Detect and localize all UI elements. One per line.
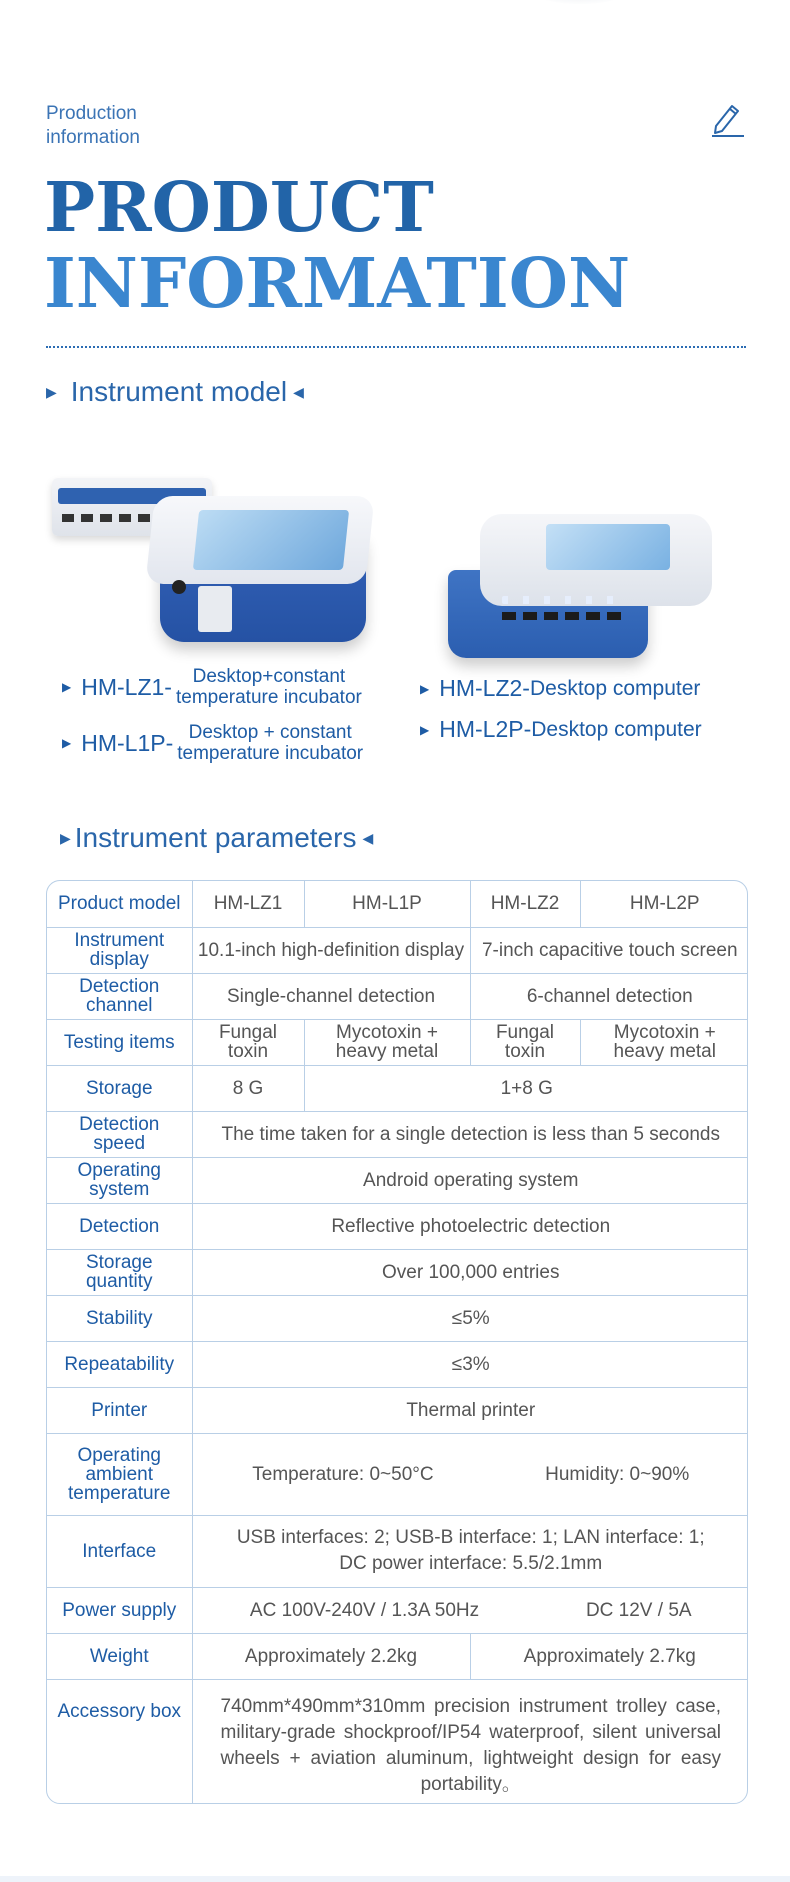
- cell: HM-LZ2: [470, 881, 580, 927]
- cell: [580, 1019, 748, 1065]
- model-desc-line2: temperature incubator: [177, 743, 364, 764]
- model-hm-lz2: [420, 675, 700, 702]
- row-label: Power supply: [47, 1587, 192, 1633]
- table-row: [47, 1515, 748, 1587]
- cell: [304, 1019, 470, 1065]
- cell: HM-L2P: [580, 881, 748, 927]
- table-row: [47, 1203, 748, 1249]
- table-row: [47, 1633, 748, 1679]
- cell-line: heavy metal: [613, 1041, 716, 1062]
- cell: Fungal toxin: [192, 1019, 304, 1065]
- device-lz1-printer: [198, 586, 232, 632]
- cell: Approximately 2.2kg: [192, 1633, 470, 1679]
- model-desc: [177, 722, 363, 764]
- row-label-line: ambient: [85, 1463, 154, 1485]
- row-label: Repeatability: [47, 1341, 192, 1387]
- table-row: [47, 1157, 748, 1203]
- page-title-line1: PRODUCT: [44, 168, 434, 248]
- cell: ≤5%: [192, 1295, 748, 1341]
- row-label-line: Operating: [77, 1160, 161, 1181]
- model-hm-l2p: [420, 716, 702, 743]
- table-row: [47, 1433, 748, 1515]
- row-label: Product model: [47, 881, 192, 927]
- row-label-line: system: [89, 1179, 150, 1200]
- pencil-icon: [710, 100, 746, 138]
- triangle-right-icon: ▶: [62, 680, 72, 694]
- instrument-parameters-heading-text: Instrument parameters: [74, 822, 357, 853]
- row-label: [47, 973, 192, 1019]
- section-label: [46, 102, 206, 150]
- table-row: [47, 1249, 748, 1295]
- cell: Thermal printer: [192, 1387, 748, 1433]
- ac-value: AC 100V-240V / 1.3A 50Hz: [249, 1599, 480, 1621]
- triangle-right-icon: ▶: [420, 722, 430, 737]
- cell-line: Mycotoxin +: [613, 1022, 716, 1043]
- table-row: [47, 1679, 748, 1804]
- section-label-line2: information: [46, 127, 140, 148]
- row-label: [47, 1433, 192, 1515]
- cell: 8 G: [192, 1065, 304, 1111]
- model-hm-l1p: [62, 722, 363, 764]
- table-row: [47, 973, 748, 1019]
- model-desc: [176, 666, 362, 708]
- dotted-divider: [46, 346, 746, 348]
- row-label-line: quantity: [85, 1271, 153, 1292]
- row-label: Accessory box: [47, 1679, 192, 1804]
- section-label-line1: Production: [46, 103, 137, 124]
- cell: Approximately 2.7kg: [470, 1633, 748, 1679]
- table-row: [47, 1295, 748, 1341]
- row-label: Interface: [47, 1515, 192, 1587]
- model-name: HM-L2P-: [439, 716, 532, 742]
- decorative-arc: [520, 0, 640, 4]
- row-label-line: display: [89, 949, 149, 970]
- row-label-line: Storage: [85, 1252, 153, 1273]
- row-label: Detection speed: [47, 1111, 192, 1157]
- model-desc-line1: Desktop+constant: [192, 666, 346, 687]
- table-row: [47, 881, 748, 927]
- device-lz1-screen: [193, 510, 349, 570]
- parameters-table: [46, 880, 748, 1804]
- table-row: [47, 1341, 748, 1387]
- cell: Fungal toxin: [470, 1019, 580, 1065]
- triangle-right-icon: ▶: [60, 829, 71, 846]
- row-label-line: Detection: [79, 976, 160, 997]
- triangle-right-icon: ▶: [46, 383, 57, 400]
- model-desc-line2: temperature incubator: [175, 687, 362, 708]
- cell: USB interfaces: 2; USB-B interface: 1; LAN interface: 1; DC power interface: 5.5/2.1mm: [192, 1515, 748, 1587]
- device-lz2-channel-icons: [502, 596, 622, 604]
- row-label: Weight: [47, 1633, 192, 1679]
- table-row: [47, 1065, 748, 1111]
- cell: ≤3%: [192, 1341, 748, 1387]
- cell: 6-channel detection: [470, 973, 748, 1019]
- cell: 7-inch capacitive touch screen: [470, 927, 748, 973]
- cell-line: heavy metal: [335, 1041, 439, 1062]
- row-label: [47, 927, 192, 973]
- cell: HM-L1P: [304, 881, 470, 927]
- cell: The time taken for a single detection is less than 5 seconds: [192, 1111, 748, 1157]
- row-label-line: temperature: [68, 1482, 171, 1504]
- model-desc-line1: Desktop + constant: [188, 722, 352, 743]
- device-lz2-screen: [546, 524, 670, 570]
- cell: [192, 1433, 748, 1515]
- row-label: Storage: [47, 1065, 192, 1111]
- row-label: [47, 1249, 192, 1295]
- cell: 740mm*490mm*310mm precision instrument trolley case, military-grade shockproof/IP54 waterproof, silent universal wheels + aviation aluminum, lightweight design for easy portability。: [192, 1679, 748, 1804]
- row-label-line: Operating: [77, 1444, 161, 1466]
- instrument-model-heading: [46, 376, 304, 408]
- humidity-value: Humidity: 0~90%: [545, 1463, 690, 1485]
- row-label: Testing items: [47, 1019, 192, 1065]
- cell: Android operating system: [192, 1157, 748, 1203]
- page-title-line2: INFORMATION: [44, 244, 631, 324]
- table-row: [47, 927, 748, 973]
- dc-value: DC 12V / 5A: [585, 1599, 692, 1621]
- table-row: [47, 1387, 748, 1433]
- cell: Reflective photoelectric detection: [192, 1203, 748, 1249]
- row-label: Printer: [47, 1387, 192, 1433]
- page-title: [44, 170, 630, 322]
- triangle-right-icon: ▶: [62, 736, 72, 750]
- row-label: Stability: [47, 1295, 192, 1341]
- cell: 10.1-inch high-definition display: [192, 927, 470, 973]
- row-label-line: channel: [85, 995, 153, 1016]
- instrument-model-heading-text: Instrument model: [70, 376, 288, 407]
- triangle-left-icon: ◀: [293, 383, 304, 400]
- cell: 1+8 G: [304, 1065, 748, 1111]
- cell-line: Mycotoxin +: [336, 1022, 438, 1043]
- cell: Single-channel detection: [192, 973, 470, 1019]
- footer-strip: [0, 1876, 790, 1882]
- model-desc: Desktop computer: [531, 717, 702, 741]
- table-row: [47, 1587, 748, 1633]
- triangle-left-icon: ◀: [362, 829, 374, 846]
- triangle-right-icon: ▶: [420, 681, 430, 696]
- temperature-value: Temperature: 0~50°C: [252, 1463, 434, 1485]
- power-values: [197, 1601, 746, 1620]
- row-label: [47, 1157, 192, 1203]
- table-row: [47, 1111, 748, 1157]
- model-desc: Desktop computer: [529, 676, 701, 700]
- temp-humidity: [197, 1465, 746, 1484]
- device-lz2-slots: [502, 612, 622, 620]
- cell: [192, 1587, 748, 1633]
- model-name: HM-LZ2-: [439, 675, 530, 701]
- model-name: HM-L1P-: [81, 729, 174, 756]
- model-hm-lz1: [62, 666, 362, 708]
- instrument-parameters-heading: [60, 822, 373, 854]
- model-name: HM-LZ1-: [81, 673, 172, 700]
- cell: HM-LZ1: [192, 881, 304, 927]
- row-label-line: Instrument: [74, 930, 165, 951]
- row-label: Detection: [47, 1203, 192, 1249]
- table-row: [47, 1019, 748, 1065]
- device-lz1-knob: [172, 580, 186, 594]
- cell: Over 100,000 entries: [192, 1249, 748, 1295]
